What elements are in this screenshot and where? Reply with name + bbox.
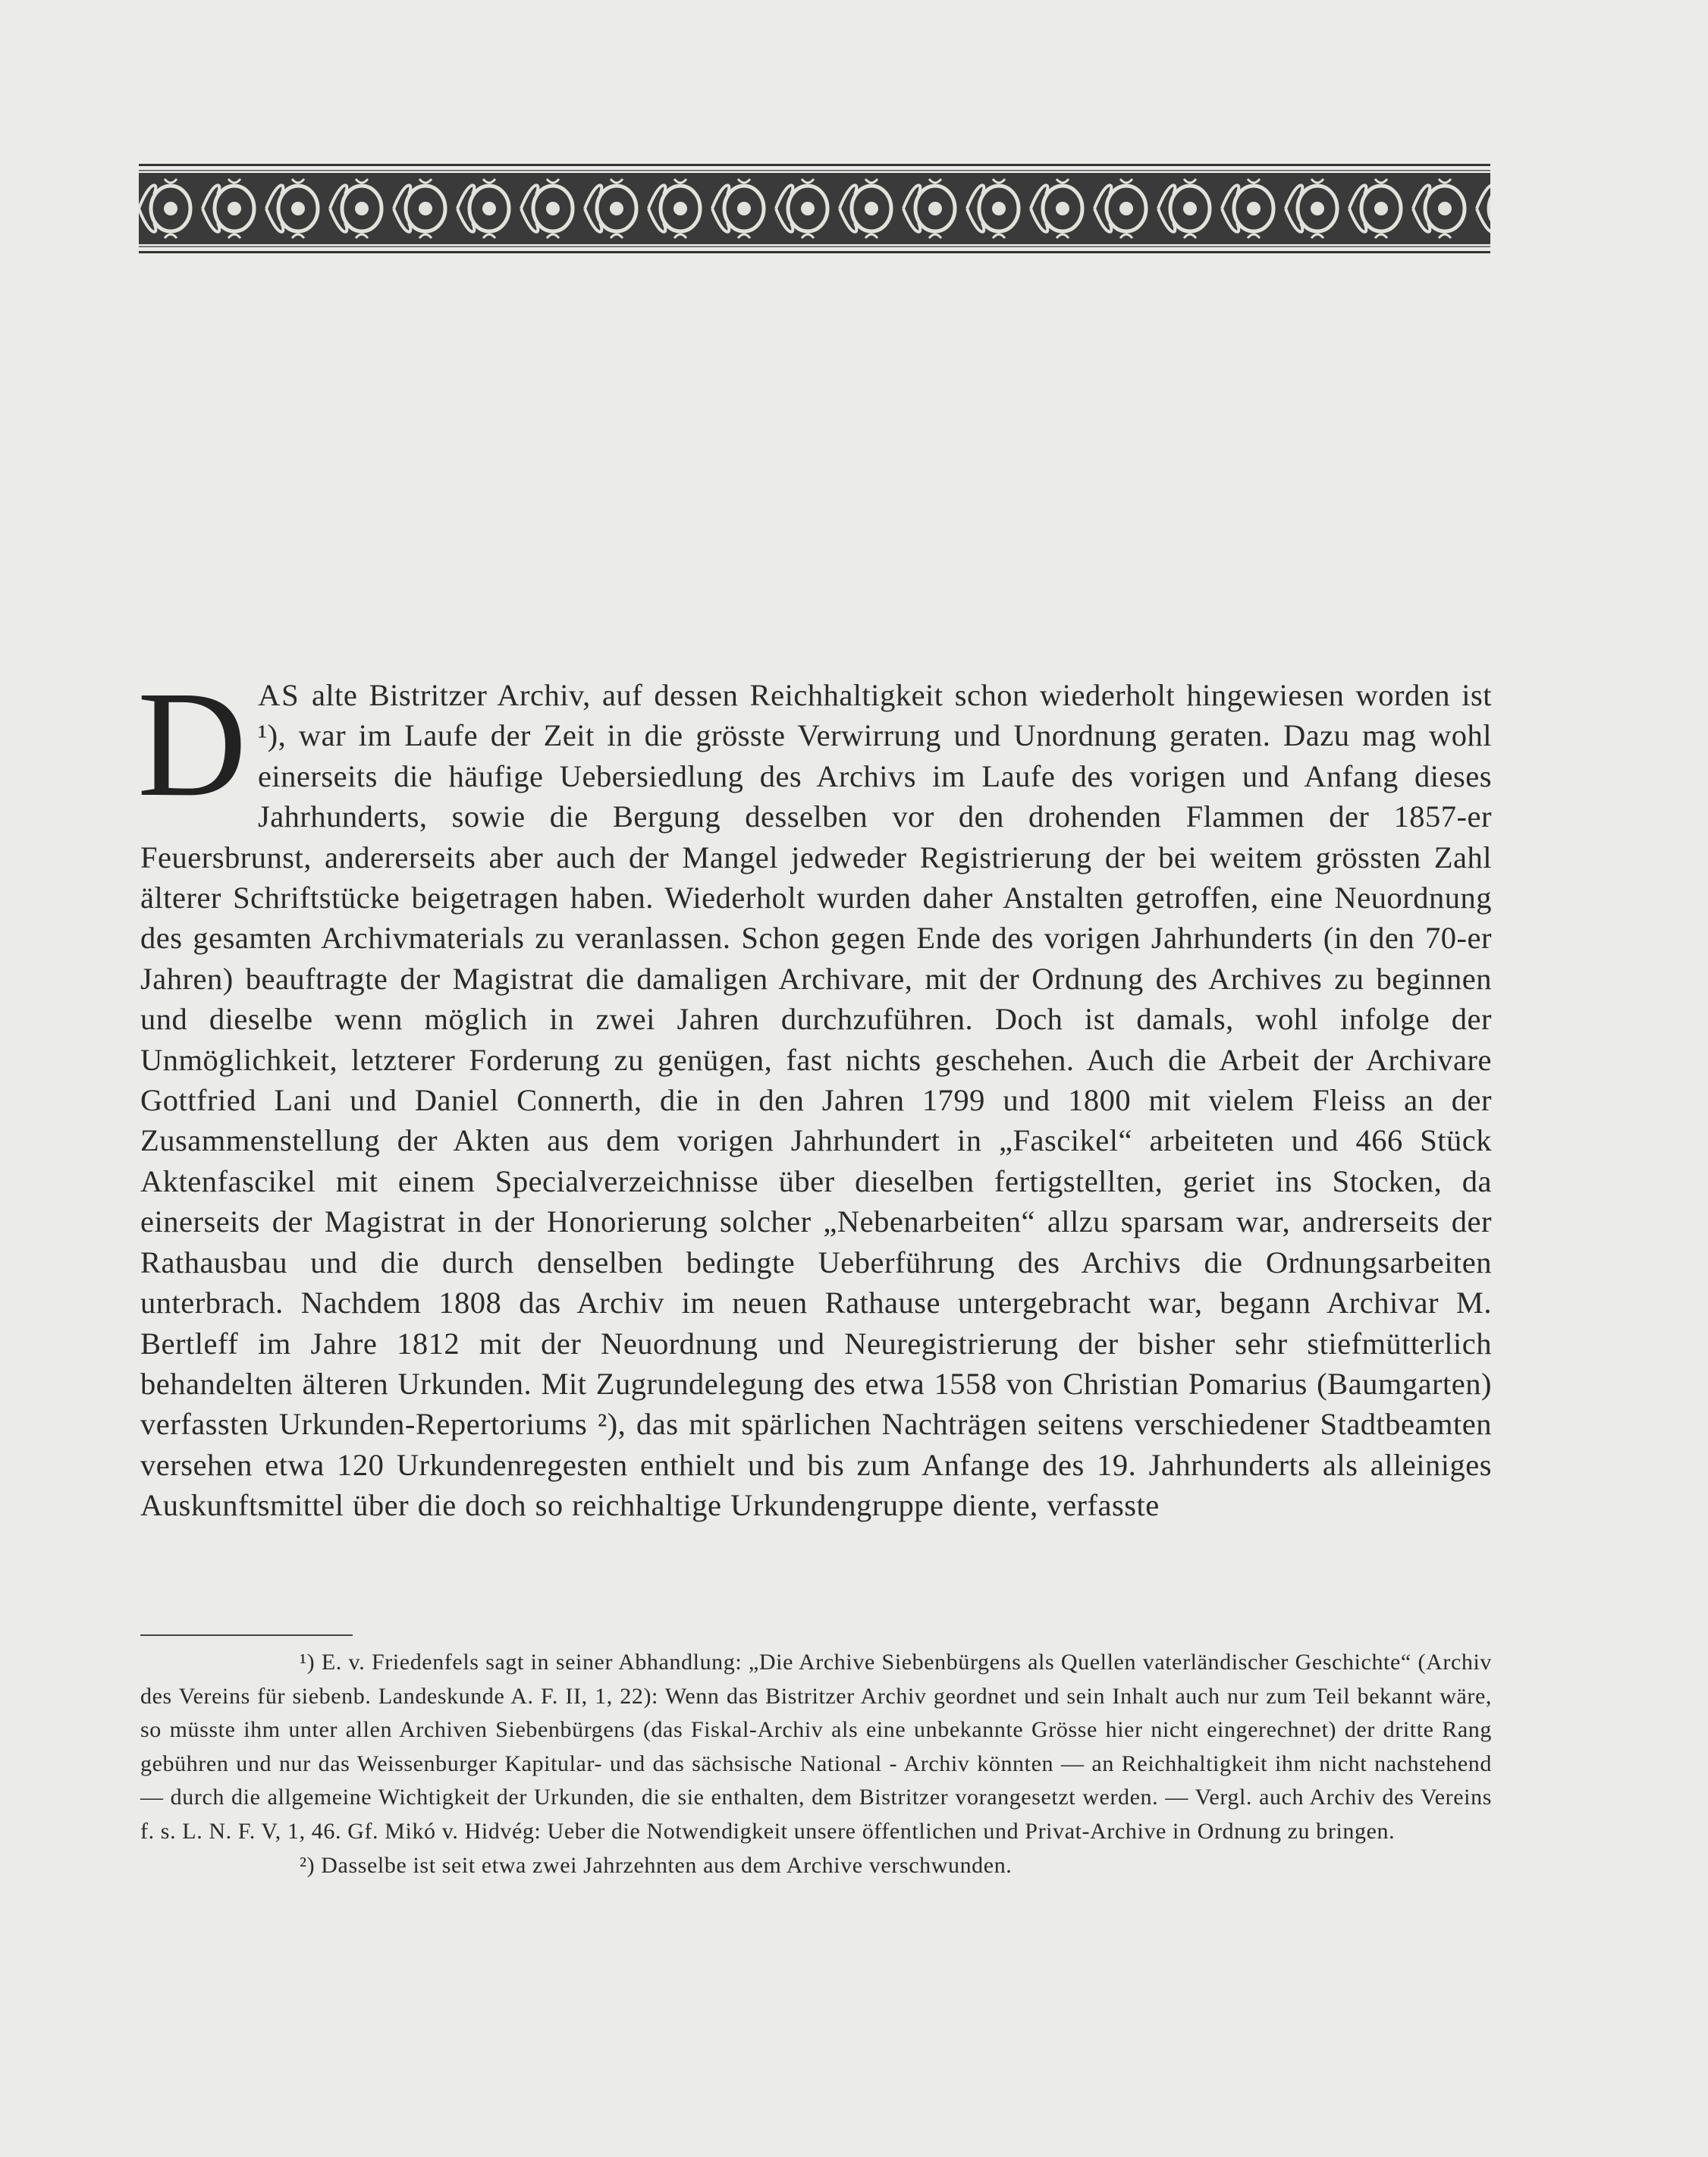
ornament-leaf (228, 202, 241, 215)
lead-small-caps: AS (257, 678, 300, 712)
ornament-leaf (1056, 202, 1069, 215)
ornament-leaf (1119, 202, 1133, 215)
ornament-leaf (1183, 202, 1197, 215)
ornament-leaf (1247, 202, 1261, 215)
ornament-leaf (801, 202, 815, 215)
ornament-leaf (291, 202, 305, 215)
ornament-leaf (673, 202, 687, 215)
floral-ornament-icon (139, 164, 1490, 253)
ornament-leaf (1374, 202, 1388, 215)
ornamental-header-band (139, 164, 1490, 253)
footnote-2: ²) Dasselbe ist seit etwa zwei Jahrzehnten aus dem Archive verschwunden. (300, 1852, 1013, 1878)
ornament-leaf (546, 202, 560, 215)
ornament-leaf (1438, 202, 1452, 215)
footnote-separator (140, 1634, 353, 1636)
footnotes (140, 1646, 1492, 1882)
ornament-leaf (419, 202, 432, 215)
footnote-1: ¹) E. v. Friedenfels sagt in seiner Abhandlung: „Die Archive Siebenbürgens als Quellen vaterländischer Geschichte“ (Archiv des Vereins für siebenb. Landeskunde A. F. II, 1, 22): Wenn das Bistritzer Archiv geordnet und sein Inhalt auch nur zum Teil bekannt wäre, so müsste ihm unter allen Archiven Siebenbürgens (das Fiskal-Archiv als eine unbekannte Grösse hier nicht eingerechnet) der dritte Rang gebühren und nur das Weissenburger Kapitular- und das sächsische National - Archiv könnten — an Reichhaltigkeit ihm nicht nachstehend — durch die allgemeine Wichtigkeit der Urkunden, die sie enthalten, dem Bistritzer vorangesetzt werden. — Vergl. auch Archiv des Vereins f. s. L. N. F. V, 1, 46. Gf. Mikó v. Hidvég: Ueber die Notwendigkeit unsere öffentlichen und Privat-Archive in Ordnung zu bringen. (140, 1650, 1492, 1844)
ornament-leaf (928, 202, 942, 215)
main-paragraph: alte Bistritzer Archiv, auf dessen Reichhaltigkeit schon wiederholt hingewiesen worden ist ¹), war im Laufe der Zeit in die grösste Verwirrung und Unordnung geraten. Dazu mag wohl einerseits die häufige Uebersiedlung des Archivs im Laufe des vorigen und Anfang dieses Jahrhunderts, sowie die Bergung desselben vor den drohenden Flammen der 1857-er Feuersbrunst, andererseits aber auch der Mangel jedweder Registrierung der bei weitem grössten Zahl älterer Schriftstücke beigetragen haben. Wiederholt wurden daher Anstalten getroffen, eine Neuordnung des gesamten Archivmaterials zu veranlassen. Schon gegen Ende des vorigen Jahrhunderts (in den 70-er Jahren) beauftragte der Magistrat die damaligen Archivare, mit der Ordnung des Archives zu beginnen und dieselbe wenn möglich in zwei Jahren durchzuführen. Doch ist damals, wohl infolge der Unmöglichkeit, letzterer Forderung zu genügen, fast nichts geschehen. Auch die Arbeit der Archivare Gottfried Lani und Daniel Connerth, die in den Jahren 1799 und 1800 mit vielem Fleiss an der Zusammenstellung der Akten aus dem vorigen Jahrhundert in „Fascikel“ arbeiteten und 466 Stück Aktenfascikel mit einem Specialverzeichnisse über dieselben fertigstellten, geriet ins Stocken, da einerseits der Magistrat in der Honorierung solcher „Nebenarbeiten“ allzu sparsam war, andrerseits der Rathausbau und die durch denselben bedingte Ueberführung des Archivs die Ordnungsarbeiten unterbrach. Nachdem 1808 das Archiv im neuen Rathause untergebracht war, begann Archivar M. Bertleff im Jahre 1812 mit der Neuordnung und Neuregistrierung der bisher sehr stiefmütterlich behandelten älteren Urkunden. Mit Zugrundelegung des etwa 1558 von Christian Pomarius (Baumgarten) verfassten Urkunden-Repertoriums ²), das mit spärlichen Nachträgen seitens verschiedener Stadtbeamten versehen etwa 120 Urkundenregesten enthielt und bis zum Anfange des 19. Jahrhunderts als alleiniges Auskunftsmittel über die doch so reichhaltige Urkundengruppe diente, verfasste (140, 678, 1492, 1523)
ornament-leaf (992, 202, 1006, 215)
ornament-leaf (610, 202, 623, 215)
ornament-leaf (1311, 202, 1324, 215)
main-text (137, 661, 1492, 1526)
ornament-leaf (355, 202, 369, 215)
ornament-leaf (164, 202, 177, 215)
ornament-leaf (482, 202, 496, 215)
ornament-leaf (737, 202, 751, 215)
ornament-leaf (865, 202, 878, 215)
drop-cap-letter: D (137, 661, 247, 828)
